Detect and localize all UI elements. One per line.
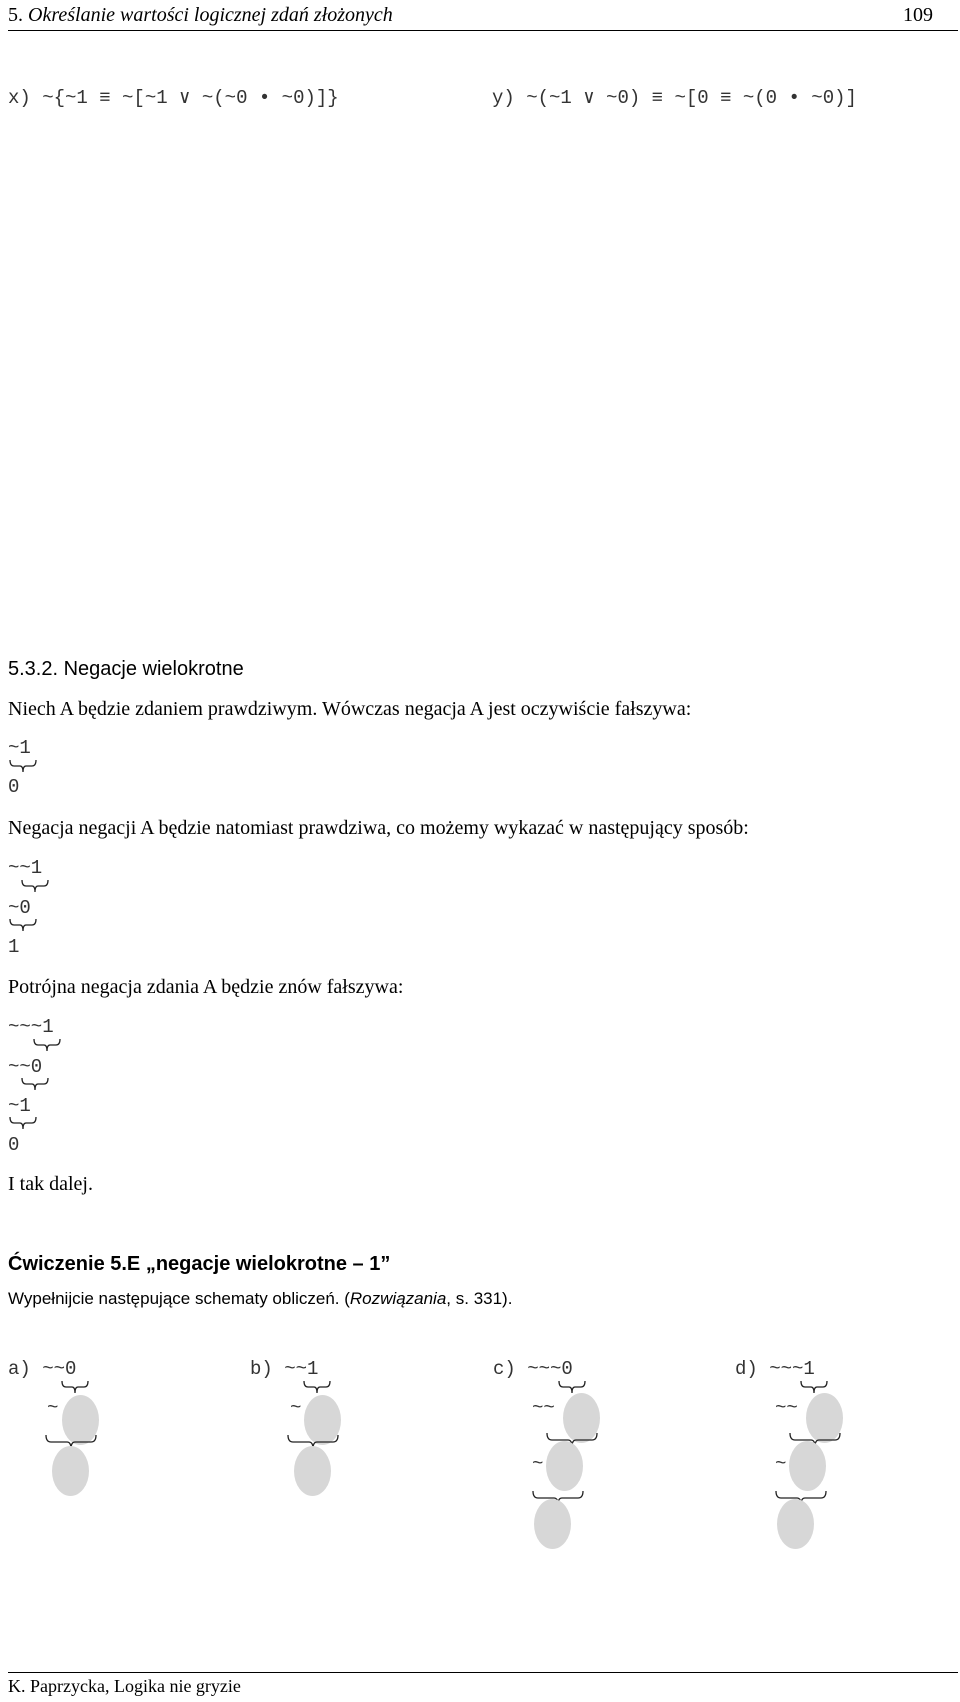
- chapter-number: 5.: [8, 4, 23, 26]
- example3-line: ~~0: [8, 1056, 43, 1078]
- answer-blank[interactable]: [777, 1499, 814, 1549]
- underbrace: [21, 1077, 49, 1093]
- running-header: [8, 4, 393, 27]
- negation-sign: ~: [775, 1453, 787, 1475]
- footer-author: K. Paprzycka, Logika nie gryzie: [8, 1676, 241, 1696]
- instruction-text: , s. 331).: [446, 1289, 513, 1308]
- example2-line: ~0: [8, 897, 31, 919]
- exercise-title: Ćwiczenie 5.E „negacje wielokrotne – 1”: [8, 1253, 391, 1275]
- exercise-instruction: [8, 1289, 512, 1309]
- paragraph-double-negation: Negacja negacji A będzie natomiast prawdziwa, co możemy wykazać w następujący sposób:: [8, 817, 749, 839]
- answer-blank[interactable]: [294, 1446, 331, 1496]
- instruction-text: Wypełnijcie następujące schematy obliczeń. (: [8, 1289, 350, 1308]
- underbrace: [61, 1380, 89, 1396]
- negation-sign: ~: [47, 1397, 59, 1419]
- negation-sign: ~~: [775, 1397, 798, 1419]
- negation-sign: ~: [290, 1397, 302, 1419]
- example3-line: 0: [8, 1134, 20, 1156]
- answer-blank[interactable]: [534, 1499, 571, 1549]
- underbrace: [9, 1116, 37, 1132]
- chapter-title: Określanie wartości logicznej zdań złożonych: [28, 4, 393, 26]
- formula-x: x) ~{~1 ≡ ~[~1 ∨ ~(~0 • ~0)]}: [8, 87, 339, 109]
- example1-line: 0: [8, 776, 20, 798]
- exercise-formula: b) ~~1: [250, 1358, 319, 1380]
- example1-line: ~1: [8, 737, 31, 759]
- formula-y: y) ~(~1 ∨ ~0) ≡ ~[0 ≡ ~(0 • ~0)]: [492, 87, 857, 109]
- header-rule: [8, 30, 958, 31]
- answer-blank[interactable]: [52, 1446, 89, 1496]
- underbrace: [303, 1380, 331, 1396]
- paragraph-and-so-on: I tak dalej.: [8, 1173, 93, 1195]
- page-number: 109: [903, 4, 933, 26]
- negation-sign: ~: [532, 1453, 544, 1475]
- exercise-formula: a) ~~0: [8, 1358, 77, 1380]
- solutions-reference: Rozwiązania: [349, 1289, 447, 1308]
- section-heading: 5.3.2. Negacje wielokrotne: [8, 658, 244, 680]
- answer-blank[interactable]: [789, 1441, 826, 1491]
- underbrace: [33, 1038, 61, 1054]
- underbrace: [21, 879, 49, 895]
- example2-line: ~~1: [8, 857, 43, 879]
- example3-line: ~1: [8, 1095, 31, 1117]
- underbrace: [9, 918, 37, 934]
- exercise-formula: c) ~~~0: [493, 1358, 573, 1380]
- example3-line: ~~~1: [8, 1016, 54, 1038]
- intro-paragraph: Niech A będzie zdaniem prawdziwym. Wówczas negacja A jest oczywiście fałszywa:: [8, 698, 692, 720]
- negation-sign: ~~: [532, 1397, 555, 1419]
- example2-line: 1: [8, 936, 20, 958]
- footer-rule: [8, 1672, 958, 1673]
- answer-blank[interactable]: [546, 1441, 583, 1491]
- underbrace: [9, 759, 37, 775]
- paragraph-triple-negation: Potrójna negacja zdania A będzie znów fałszywa:: [8, 976, 404, 998]
- exercise-formula: d) ~~~1: [735, 1358, 815, 1380]
